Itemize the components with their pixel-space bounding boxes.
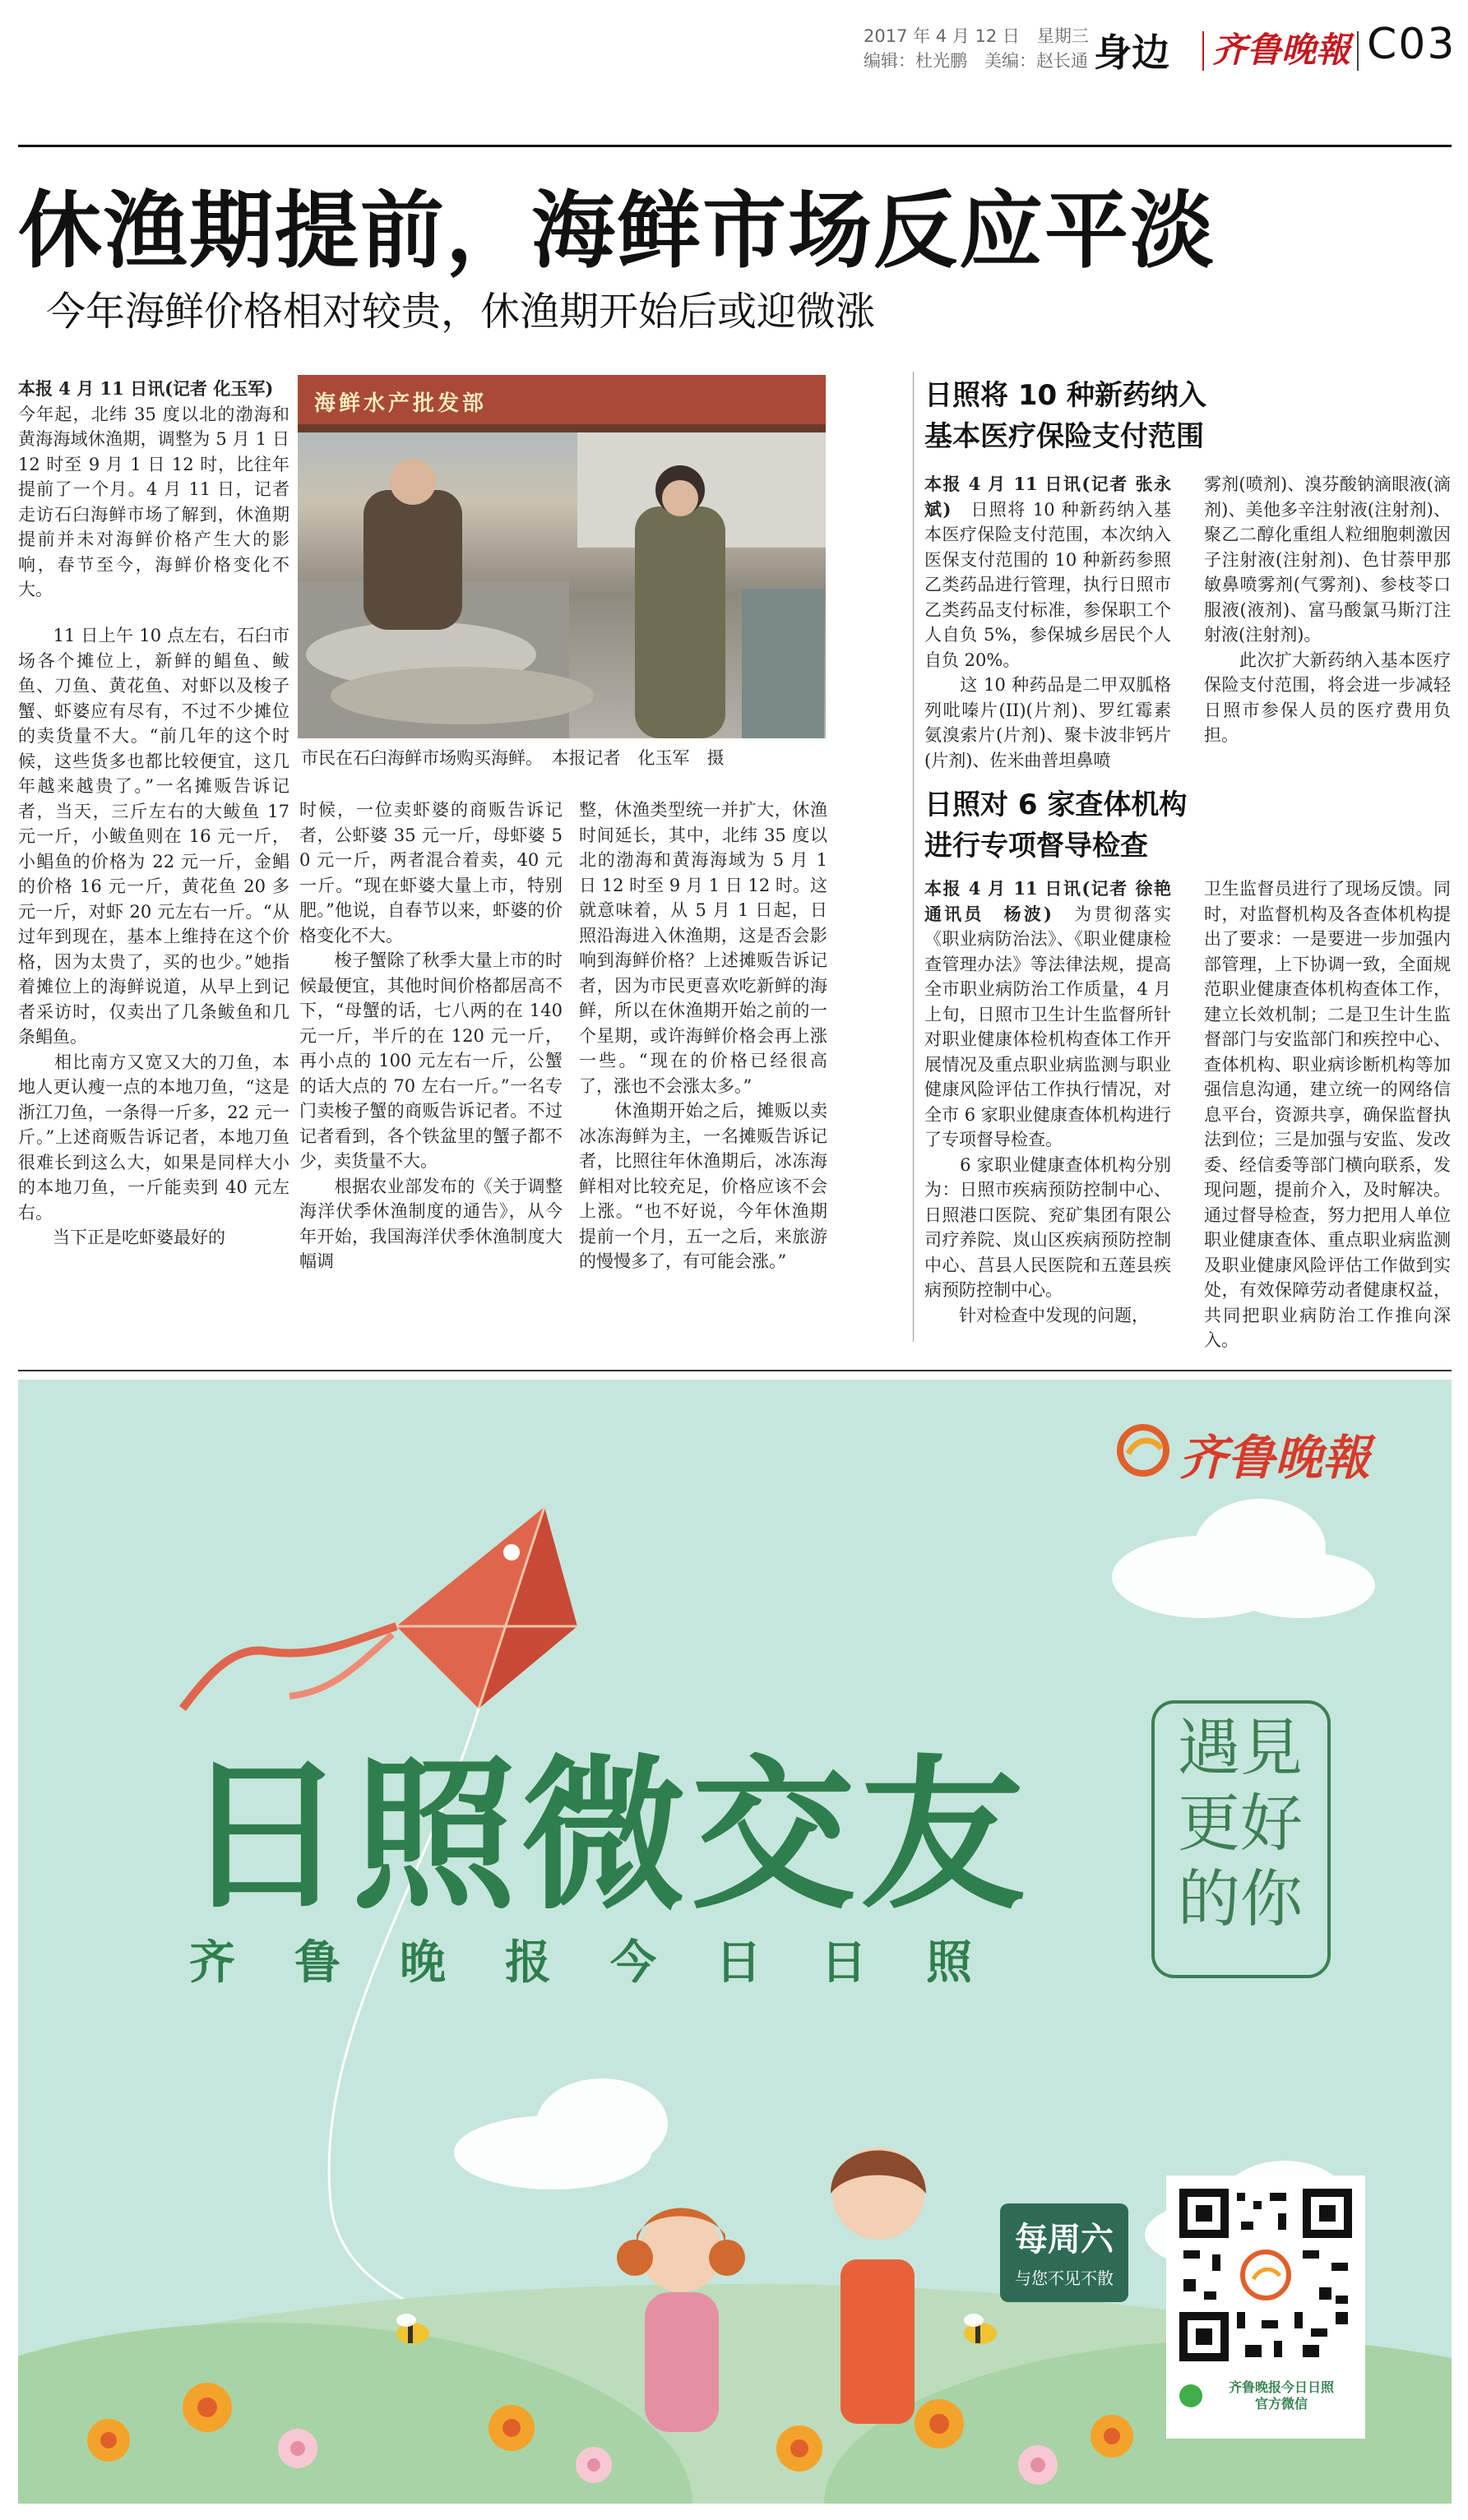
market-photo bbox=[298, 375, 826, 738]
weekly-tag-line2: 与您不见不散 bbox=[1015, 2268, 1114, 2288]
qr-caption bbox=[1199, 2379, 1364, 2412]
market-photo-illustration bbox=[298, 375, 826, 738]
paragraph: 雾剂(喷剂)、溴芬酸钠滴眼液(滴剂)、美他多辛注射液(注射剂)、聚乙二醇化重组人粒细胞刺激因子注射液(注射剂)、色甘萘甲那敏鼻喷雾剂(气雾剂)、参枝苓口服液(液剂)、富马酸氯马斯汀注射液(注射剂)。 bbox=[1204, 474, 1451, 645]
ad-top-rule bbox=[18, 1370, 1452, 1371]
weekly-tag-line1: 每周六 bbox=[1015, 2221, 1114, 2259]
paragraph: 整，休渔类型统一并扩大，休渔时间延长，其中，北纬 35 度以北的渤海和黄海海域为 5 月 1 日 12 时至 9 月 1 日 12 时。这就意味着，从 5 月 1 日起，日照沿海进入休渔期，这是否会影响到海鲜价格？上述摊贩告诉记者，因为市民更喜欢吃新鲜的海鲜，所以在休渔期开始之前的一个星期，或许海鲜价格会再上涨一些。“现在的价格已经很高了，涨也不会涨太多。” bbox=[579, 800, 827, 1096]
paragraph: 本报 4 月 11 日讯(记者 化玉军) 今年起，北纬 35 度以北的渤海和黄海海域休渔期，调整为 5 月 1 日 12 时至 9 月 1 日 12 时，比往年提前了一个月。4 月 11 日，记者走访石臼海鲜市场了解到，休渔期提前并未对海鲜价格产生大的影响，春节至今，海鲜价格变化不大。 bbox=[18, 378, 291, 599]
paragraph: 6 家职业健康查体机构分别为：日照市疾病预防控制中心、日照港口医院、兖矿集团有限公司疗养院、岚山区疾病预防控制中心、莒县人民医院和五莲县疾病预防控制中心。 bbox=[924, 1154, 1171, 1300]
story3-col2 bbox=[1204, 876, 1451, 1353]
story2-title bbox=[924, 375, 1451, 457]
qr-caption-line1: 齐鲁晚报今日日照 bbox=[1228, 2379, 1334, 2395]
paragraph: 此次扩大新药纳入基本医疗保险支付范围，将会进一步减轻日照市参保人员的医疗费用负担。 bbox=[1204, 650, 1451, 745]
paragraph: 11 日上午 10 点左右，石臼市场各个摊位上，新鲜的鲳鱼、鲅鱼、刀鱼、黄花鱼、对虾以及梭子蟹、虾婆应有尽有，不过不少摊位的卖货量不大。“前几年的这个时候，这些货多也都比较便宜，这几年越来越贵了。”一名摊贩告诉记者，当天，三斤左右的大鲅鱼 17 元一斤，小鲅鱼则在 16 元一斤，小鲳鱼的价格为 22 元一斤，金鲳的价格 16 元一斤，黄花鱼 20 多元一斤，对虾 20 元左右一斤。“从过年到现在，基本上维持在这个价格，因为太贵了，买的也少。”她指着摊位上的海鲜说道，从早上到记者采访时，仅卖出了几条鲅鱼和几条鲳鱼。 bbox=[18, 626, 289, 1047]
page-number: C03 bbox=[1367, 20, 1456, 69]
section-name: 身边 bbox=[1094, 30, 1169, 75]
main-story-col3 bbox=[579, 798, 827, 1274]
header-divider-2 bbox=[1357, 31, 1359, 71]
slogan-line: 遇見 bbox=[1178, 1711, 1303, 1784]
photo-caption: 市民在石臼海鲜市场购买海鲜。 本报记者 化玉军 摄 bbox=[301, 748, 725, 768]
boy-figure-icon bbox=[831, 2148, 926, 2424]
header-divider bbox=[1202, 31, 1204, 71]
qr-code-icon[interactable] bbox=[1179, 2189, 1352, 2361]
paragraph: 根据农业部发布的《关于调整海洋伏季休渔制度的通告》，从今年开始，我国海洋伏季休渔制度大幅调 bbox=[299, 1176, 563, 1271]
story3-title-line2: 进行专项督导检查 bbox=[924, 830, 1148, 862]
story2-title-line2: 基本医疗保险支付范围 bbox=[924, 420, 1204, 453]
ad-banner bbox=[18, 1380, 1452, 2504]
story3-col1 bbox=[924, 876, 1188, 1328]
main-story-col1 bbox=[18, 377, 289, 603]
market-sign: 海鲜水产批发部 bbox=[314, 391, 488, 416]
paragraph: 针对检查中发现的问题， bbox=[924, 1305, 1149, 1325]
paper-logo-icon bbox=[1112, 1421, 1178, 1478]
story2-title-line1: 日照将 10 种新药纳入 bbox=[924, 379, 1206, 412]
main-story-col1-cont bbox=[18, 623, 289, 1251]
paragraph: 当下正是吃虾婆最好的 bbox=[18, 1228, 225, 1247]
paragraph: 本报 4 月 11 日讯(记者 徐艳 通讯员 杨波) 为贯彻落实《职业病防治法》、《职业健康检查管理办法》等法律法规，提高全市职业病防治工作质量，4 月上旬，日照市卫生计生监督所针对职业健康体检机构查体工作开展情况及重点职业病监测与职业健康风险评估工作执行情况，对全市 6 家职业健康查体机构进行了专项督导检查。 bbox=[924, 878, 1188, 1149]
paper-logo: 齐鲁晚報 bbox=[1212, 30, 1351, 70]
story3-title bbox=[924, 784, 1451, 867]
paragraph: 相比南方又宽又大的刀鱼，本地人更认瘦一点的本地刀鱼，“这是浙江刀鱼，一条得一斤多，22 元一斤。”上述商贩告诉记者，本地刀鱼很难长到这么大，如果是同样大小的本地刀鱼，一斤能卖到 40 元左右。 bbox=[18, 1052, 289, 1223]
weekly-tag bbox=[1000, 2203, 1128, 2302]
paragraph: 时候，一位卖虾婆的商贩告诉记者，公虾婆 35 元一斤，母虾婆 50 元一斤，两者混合着卖，40 元一斤。“现在虾婆大量上市，特别肥。”他说，自春节以来，虾婆的价格变化不大。 bbox=[299, 800, 563, 946]
paragraph: 本报 4 月 11 日讯(记者 张永斌) 日照将 10 种新药纳入基本医疗保险支付范围，本次纳入医保支付范围的 10 种新药参照乙类药品进行管理，执行日照市乙类药品支付标准，参保职工个人自负 5%，参保城乡居民个人自负 20%。 bbox=[924, 474, 1172, 670]
story3-title-line1: 日照对 6 家查体机构 bbox=[924, 788, 1188, 821]
story2-col2 bbox=[1204, 472, 1451, 748]
ad-subtitle: 齐鲁晚报今日日照 bbox=[189, 1936, 1031, 1990]
page-header bbox=[0, 0, 1468, 82]
header-rule bbox=[18, 145, 1452, 147]
paragraph: 梭子蟹除了秋季大量上市的时候最便宜，其他时间价格都居高不下，“母蟹的话，七八两的在 140 元一斤，半斤的在 120 元一斤，再小点的 100 元左右一斤，公蟹的话大点的 70 左右一斤。”一名专门卖梭子蟹的商贩告诉记者。不过记者看到，各个铁盆里的蟹子都不少，卖货量不大。 bbox=[299, 950, 563, 1171]
slogan-line: 更好 bbox=[1178, 1787, 1303, 1860]
column-divider bbox=[913, 372, 914, 1342]
main-headline: 休渔期提前，海鲜市场反应平淡 bbox=[18, 183, 1216, 280]
paragraph: 这 10 种药品是二甲双胍格列吡嗪片(II)(片剂)、罗红霉素氨溴索片(片剂)、聚卡波非钙片(片剂)、佐米曲普坦鼻喷 bbox=[924, 675, 1171, 770]
main-subheadline: 今年海鲜价格相对较贵，休渔期开始后或迎微涨 bbox=[46, 289, 876, 335]
ad-logo-text: 齐鲁晚報 bbox=[1179, 1430, 1371, 1486]
qr-caption-line2: 官方微信 bbox=[1254, 2396, 1308, 2411]
slogan-box bbox=[1151, 1700, 1331, 1978]
paragraph: 休渔期开始之后，摊贩以卖冰冻海鲜为主，一名摊贩告诉记者，比照往年休渔期后，冰冻海鲜相对比较充足，价格应该不会上涨。“也不好说，今年休渔期提前一个月，五一之后，来旅游的慢慢多了，有可能会涨。” bbox=[579, 1101, 827, 1271]
issue-date: 2017 年 4 月 12 日 星期三 bbox=[864, 26, 1089, 46]
paragraph: 卫生监督员进行了现场反馈。同时，对监督机构及各查体机构提出了要求：一是要进一步加强内部管理，上下协调一致，全面规范职业健康查体机构查体工作，建立长效机制；二是卫生计生监督部门与安监部门和疾控中心、查体机构、职业病诊断机构等加强信息沟通，建立统一的网络信息平台，资源共享，确保监督执法到位；三是加强与安监、发改委、经信委等部门横向联系，发现问题，提前介入，及时解决。通过督导检查，努力把用人单位职业健康查体、重点职业病监测及职业健康风险评估工作做到实处，有效保障劳动者健康权益，共同把职业病防治工作推向深入。 bbox=[1204, 879, 1451, 1350]
qr-code-panel bbox=[1166, 2176, 1365, 2439]
slogan-line: 的你 bbox=[1178, 1862, 1303, 1935]
main-story-col2 bbox=[299, 798, 563, 1274]
story2-col1 bbox=[924, 472, 1171, 773]
editors-line: 编辑：杜光鹏 美编：赵长通 bbox=[864, 51, 1088, 71]
ad-title: 日照微交友 bbox=[183, 1739, 1030, 1932]
